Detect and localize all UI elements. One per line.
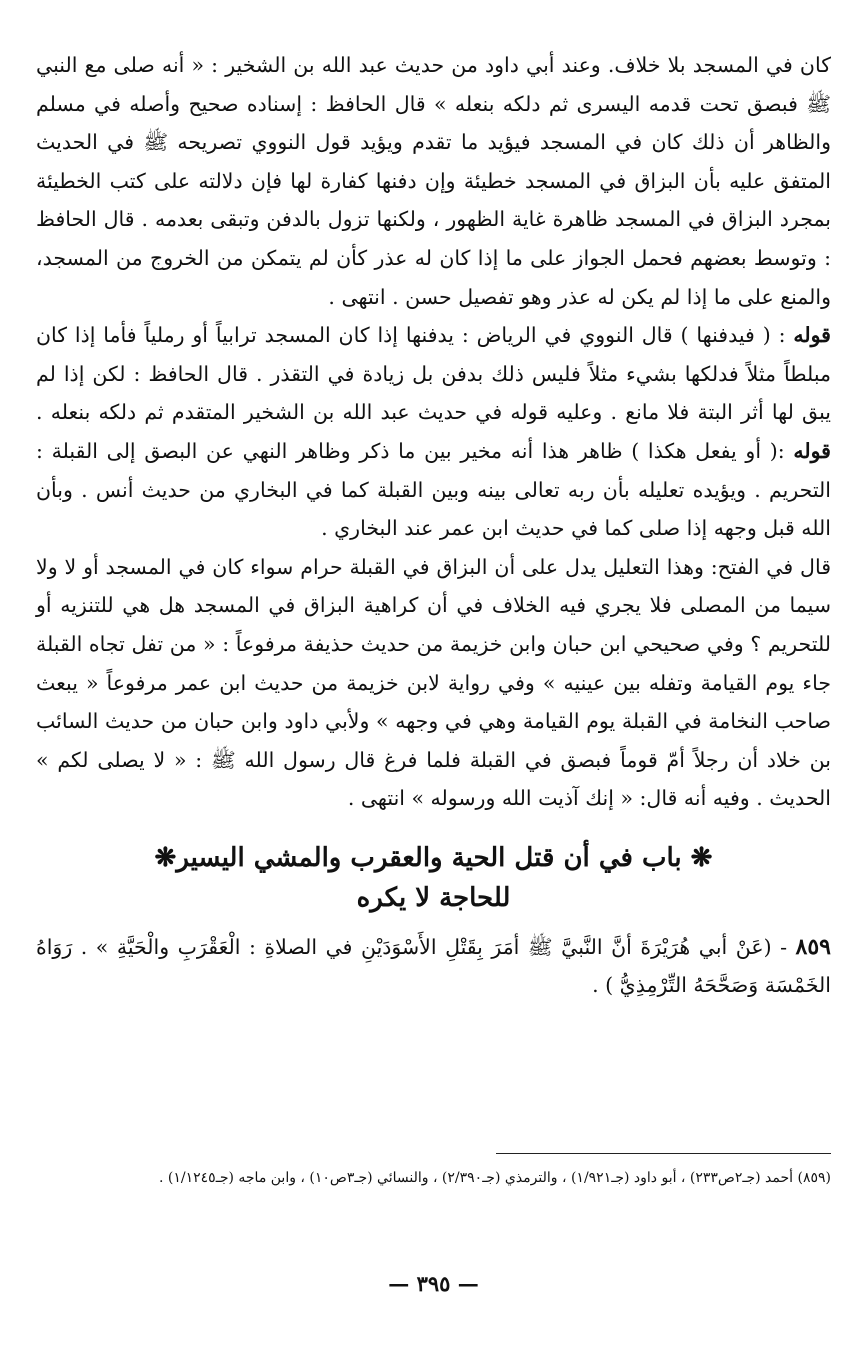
hadith-text: - (عَنْ أبي هُرَيْرَةَ أنَّ النَّبيَّ ﷺ أمَرَ بِقَتْلِ الأَسْوَدَيْنِ في الصلاةِ : الْعَقْرَبِ والْحَيَّةِ » . رَوَاهُ الخَمْسَة وَصَحَّحَهُ التِّرْمِذِيُّ ) . [36,934,831,997]
commentary-paragraph [36,316,831,548]
keyword-qawluhu: قوله [793,438,831,463]
footnote: (٨٥٩) أحمد (جـ٢ص٢٣٣) ، أبو داود (جـ١/٩٢١) ، والترمذي (جـ٢/٣٩٠) ، والنسائي (جـ٣ص١٠) ، وابن ماجه (جـ١/١٢٤٥) . [159,1170,831,1186]
commentary-paragraph: كان في المسجد بلا خلاف. وعند أبي داود من حديث عبد الله بن الشخير : « أنه صلى مع النبي ﷺ فبصق تحت قدمه اليسرى ثم دلكه بنعله » قال الحافظ : إسناده صحيح وأصله في مسلم والظاهر أن ذلك كان في المسجد فيؤيد ما تقدم ويؤيد قول النووي تصريحه ﷺ في الحديث المتفق عليه بأن البزاق في المسجد خطيئة وإن دفنها كفارة لها فإن دلالته على كتب الخطيئة بمجرد البزاق في المسجد ظاهرة غاية الظهور ، ولكنها تزول بالدفن وتبقى بعدمه . قال الحافظ : وتوسط بعضهم فحمل الجواز على ما إذا كان له عذر كأن لم يتمكن من الخروج من المسجد، والمنع على ما إذا لم يكن له عذر وهو تفصيل حسن . انتهى . [36,53,831,309]
page-number: — ٣٩٥ — [388,1271,479,1296]
commentary-section [36,46,831,818]
chapter-heading-line: ❋ باب في أن قتل الحية والعقرب والمشي اليسير❋ [154,842,713,873]
footnote-divider [496,1153,831,1154]
chapter-heading [36,838,831,918]
hadith-block [36,928,831,1004]
chapter-heading-line: للحاجة لا يكره [356,882,511,913]
commentary-text: : ( فيدفنها ) قال النووي في الرياض : يدفنها إذا كان المسجد ترابياً أو رملياً فأما إذا كان مبلطاً مثلاً فدلكها بشيء مثلاً فليس ذلك بدفن بل زيادة في التقذر . قال الحافظ : لكن إذا لم يبق لها أثر البتة فلا مانع . وعليه قوله في حديث عبد الله بن الشخير المتقدم ثم دلكه بنعله . [36,323,831,425]
hadith-number: ٨٥٩ [795,933,831,960]
commentary-text: :( أو يفعل هكذا ) ظاهر هذا أنه مخير بين ما ذكر وظاهر النهي عن البصق إلى القبلة : التحريم . ويؤيده تعليله بأن ربه تعالى بينه وبين القبلة كما في البخاري من حديث أنس . وبأن الله قبل وجهه إذا صلى كما في حديث ابن عمر عند البخاري . [36,438,831,541]
commentary-paragraph: قال في الفتح: وهذا التعليل يدل على أن البزاق في القبلة حرام سواء كان في المسجد أو لا ولا سيما من المصلى فلا يجري فيه الخلاف في أن كراهية البزاق في المسجد هل هي للتنزيه أو للتحريم ؟ وفي صحيحي ابن حبان وابن خزيمة من حديث حذيفة مرفوعاً : « من تفل تجاه القبلة جاء يوم القيامة وتفله بين عينيه » وفي رواية لابن خزيمة من حديث ابن عمر مرفوعاً « يبعث صاحب النخامة في القبلة يوم القيامة وهي في وجهه » ولأبي داود وابن حبان من حديث السائب بن خلاد أن رجلاً أمّ قوماً فبصق في القبلة فلما فرغ قال رسول الله ﷺ : « لا يصلى لكم » الحديث . وفيه أنه قال: « إنك آذيت الله ورسوله » انتهى . [36,554,831,811]
page-content [36,46,831,1004]
keyword-qawluhu: قوله [793,323,831,348]
